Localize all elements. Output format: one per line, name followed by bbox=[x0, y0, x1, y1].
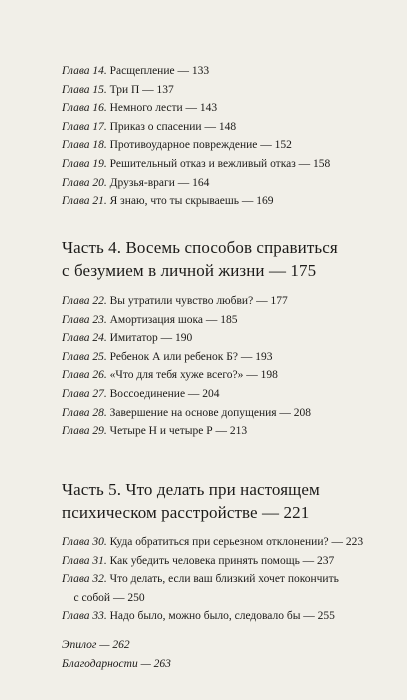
toc-entry bbox=[62, 607, 397, 626]
toc-entry bbox=[62, 422, 397, 441]
toc-entry bbox=[62, 136, 397, 155]
chapter-title: Четыре Н и четыре Р — 213 bbox=[109, 425, 248, 438]
chapter-label: Глава 27. bbox=[62, 387, 107, 400]
toc-entry bbox=[62, 348, 397, 367]
chapter-title: «Что для тебя хуже всего?» — 198 bbox=[109, 369, 278, 382]
chapter-title: Вы утратили чувство любви? — 177 bbox=[109, 295, 288, 307]
toc-entry bbox=[62, 155, 397, 174]
chapter-label: Глава 16. bbox=[62, 102, 107, 115]
toc-entry bbox=[62, 366, 397, 385]
chapter-label: Глава 25. bbox=[62, 350, 107, 363]
chapter-title: Противоударное повреждение — 152 bbox=[109, 139, 292, 152]
chapter-title: Воссоединение — 204 bbox=[109, 387, 220, 400]
toc-entry bbox=[62, 99, 397, 118]
chapter-label: Глава 28. bbox=[62, 406, 107, 419]
toc-entry bbox=[62, 533, 397, 552]
chapter-title: Ребенок А или ребенок Б? — 193 bbox=[109, 350, 273, 363]
toc-entry bbox=[62, 62, 397, 81]
part-5-title-line-1: Часть 5. Что делать при настоящем bbox=[62, 480, 320, 499]
part-4-chapters bbox=[62, 292, 397, 441]
chapter-label: Глава 19. bbox=[62, 157, 107, 170]
chapter-label: Глава 15. bbox=[62, 83, 107, 96]
chapter-label: Глава 18. bbox=[62, 139, 107, 152]
toc-entry bbox=[62, 311, 397, 330]
chapter-title: Имитатор — 190 bbox=[109, 332, 193, 345]
part-5-chapters bbox=[62, 533, 397, 626]
toc-top-chapters bbox=[62, 62, 397, 211]
back-matter bbox=[62, 636, 397, 673]
chapter-label: Глава 17. bbox=[62, 120, 107, 133]
chapter-label: Глава 14. bbox=[62, 65, 107, 77]
part-4-heading bbox=[62, 236, 393, 282]
toc-entry bbox=[62, 118, 397, 137]
chapter-title: Решительный отказ и вежливый отказ — 158 bbox=[109, 157, 331, 170]
part-5-heading bbox=[62, 478, 393, 524]
epilogue-text: Эпилог — 262 bbox=[62, 639, 130, 651]
chapter-title: Завершение на основе допущения — 208 bbox=[109, 406, 312, 419]
toc-entry bbox=[62, 192, 397, 211]
chapter-title: Надо было, можно было, следовало бы — 255 bbox=[109, 610, 335, 623]
part-4-title-line-2: с безумием в личной жизни — 175 bbox=[62, 261, 317, 280]
toc-entry-continuation bbox=[62, 589, 397, 608]
toc-entry bbox=[62, 174, 397, 193]
chapter-label: Глава 30. bbox=[62, 536, 107, 548]
chapter-title: Амортизация шока — 185 bbox=[109, 313, 238, 326]
chapter-label: Глава 29. bbox=[62, 425, 107, 438]
toc-entry bbox=[62, 81, 397, 100]
toc-entry bbox=[62, 329, 397, 348]
chapter-label: Глава 24. bbox=[62, 332, 107, 345]
chapter-title: Приказ о спасении — 148 bbox=[109, 120, 237, 133]
chapter-title-continuation: с собой — 250 bbox=[73, 591, 145, 604]
chapter-label: Глава 21. bbox=[62, 195, 107, 208]
chapter-label: Глава 23. bbox=[62, 313, 107, 326]
acknowledgements-text: Благодарности — 263 bbox=[62, 657, 171, 670]
toc-entry bbox=[62, 404, 397, 423]
epilogue-entry bbox=[62, 636, 397, 655]
chapter-title: Что делать, если ваш близкий хочет покончить bbox=[109, 573, 339, 586]
chapter-title: Расщепление — 133 bbox=[109, 65, 210, 77]
chapter-label: Глава 32. bbox=[62, 573, 107, 586]
chapter-title: Я знаю, что ты скрываешь — 169 bbox=[109, 195, 274, 208]
chapter-title: Куда обратиться при серьезном отклонении? — 223 bbox=[109, 536, 364, 548]
chapter-title: Три П — 137 bbox=[109, 83, 174, 96]
part-4-title-line-1: Часть 4. Восемь способов справиться bbox=[62, 238, 338, 257]
toc-entry bbox=[62, 552, 397, 571]
acknowledgements-entry bbox=[62, 655, 397, 674]
chapter-label: Глава 31. bbox=[62, 554, 107, 567]
chapter-title: Друзья-враги — 164 bbox=[109, 176, 210, 189]
chapter-label: Глава 22. bbox=[62, 295, 107, 307]
chapter-label: Глава 26. bbox=[62, 369, 107, 382]
chapter-label: Глава 33. bbox=[62, 610, 107, 623]
chapter-title: Как убедить человека принять помощь — 237 bbox=[109, 554, 335, 567]
toc-entry bbox=[62, 570, 397, 589]
chapter-title: Немного лести — 143 bbox=[109, 102, 218, 115]
toc-entry bbox=[62, 385, 397, 404]
toc-entry bbox=[62, 292, 397, 311]
part-5-title-line-2: психическом расстройстве — 221 bbox=[62, 503, 310, 522]
chapter-label: Глава 20. bbox=[62, 176, 107, 189]
